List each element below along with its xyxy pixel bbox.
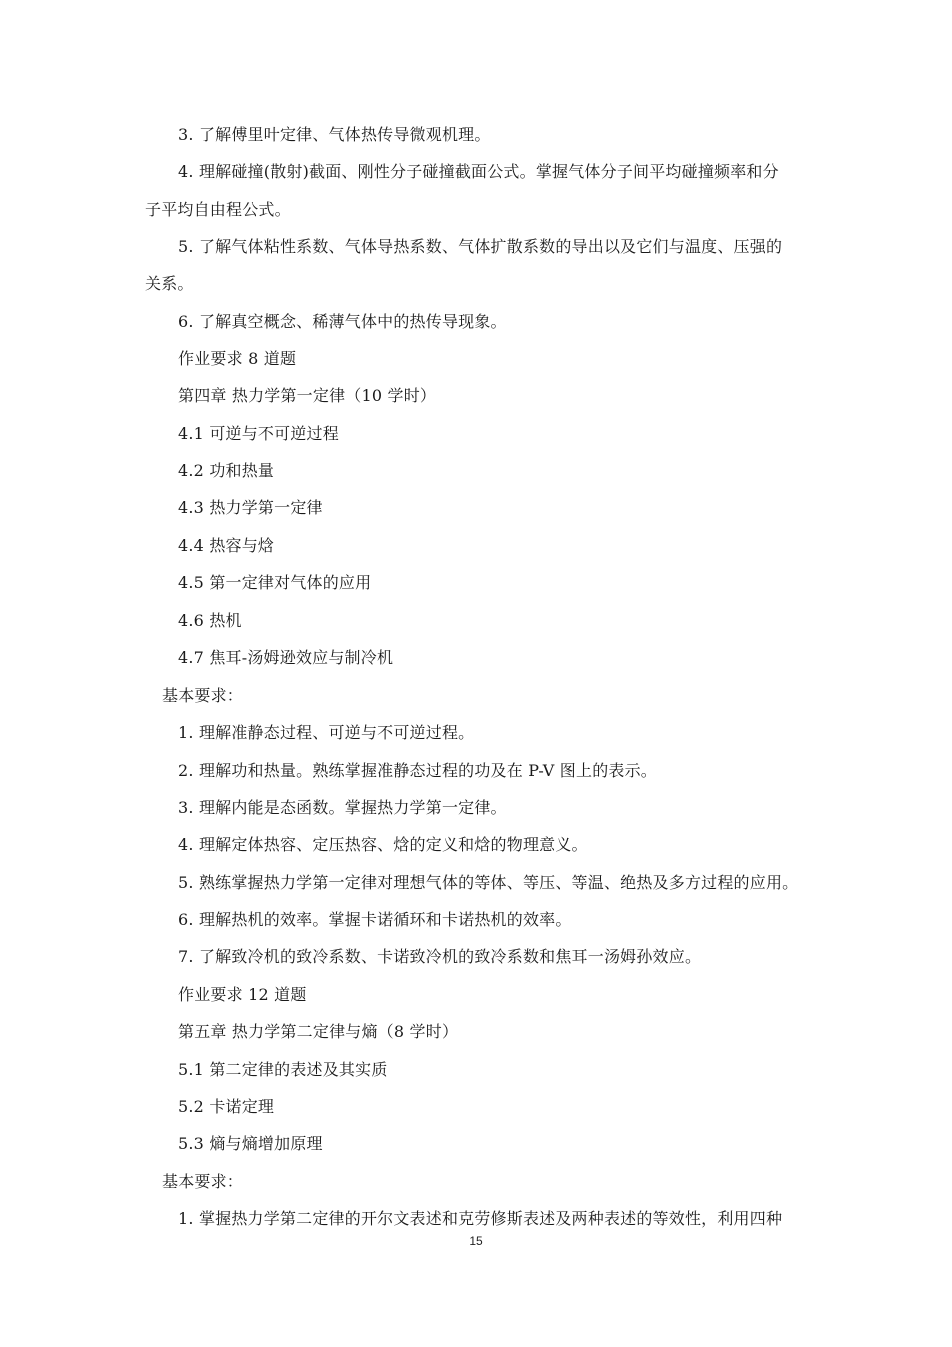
requirements-heading: 基本要求： — [162, 686, 244, 705]
section-item: 4.2 功和热量 — [178, 461, 275, 480]
text-line: 关系。 — [145, 274, 194, 293]
section-item: 4.5 第一定律对气体的应用 — [178, 573, 372, 592]
text-line: 1. 掌握热力学第二定律的开尔文表述和克劳修斯表述及两种表述的等效性，利用四种 — [178, 1209, 783, 1228]
text-line: 作业要求 12 道题 — [178, 985, 307, 1004]
text-line: 4. 理解碰撞(散射)截面、刚性分子碰撞截面公式。掌握气体分子间平均碰撞频率和分 — [178, 162, 779, 181]
text-line: 4. 理解定体热容、定压热容、焓的定义和焓的物理意义。 — [178, 835, 588, 854]
text-line: 5. 熟练掌握热力学第一定律对理想气体的等体、等压、等温、绝热及多方过程的应用。 — [178, 873, 799, 892]
text-line: 7. 了解致冷机的致冷系数、卡诺致冷机的致冷系数和焦耳一汤姆孙效应。 — [178, 947, 702, 966]
text-line: 子平均自由程公式。 — [145, 200, 291, 219]
page-number: 15 — [469, 1234, 483, 1248]
text-line: 2. 理解功和热量。熟练掌握准静态过程的功及在 P-V 图上的表示。 — [178, 761, 658, 780]
text-line: 3. 理解内能是态函数。掌握热力学第一定律。 — [178, 798, 507, 817]
text-line: 5. 了解气体粘性系数、气体导热系数、气体扩散系数的导出以及它们与温度、压强的 — [178, 237, 783, 256]
section-item: 5.2 卡诺定理 — [178, 1097, 275, 1116]
text-line: 作业要求 8 道题 — [178, 349, 297, 368]
text-line: 6. 理解热机的效率。掌握卡诺循环和卡诺热机的效率。 — [178, 910, 572, 929]
section-item: 5.1 第二定律的表述及其实质 — [178, 1060, 388, 1079]
section-item: 4.6 热机 — [178, 611, 242, 630]
section-item: 5.3 熵与熵增加原理 — [178, 1134, 323, 1153]
requirements-heading: 基本要求： — [162, 1172, 244, 1191]
chapter-heading: 第四章 热力学第一定律（10 学时） — [178, 386, 437, 405]
section-item: 4.1 可逆与不可逆过程 — [178, 424, 339, 443]
section-item: 4.3 热力学第一定律 — [178, 498, 323, 517]
text-line: 3. 了解傅里叶定律、气体热传导微观机理。 — [178, 125, 491, 144]
section-item: 4.4 热容与焓 — [178, 536, 275, 555]
text-line: 6. 了解真空概念、稀薄气体中的热传导现象。 — [178, 312, 507, 331]
text-line: 1. 理解准静态过程、可逆与不可逆过程。 — [178, 723, 475, 742]
section-item: 4.7 焦耳-汤姆逊效应与制冷机 — [178, 648, 394, 667]
chapter-heading: 第五章 热力学第二定律与熵（8 学时） — [178, 1022, 459, 1041]
